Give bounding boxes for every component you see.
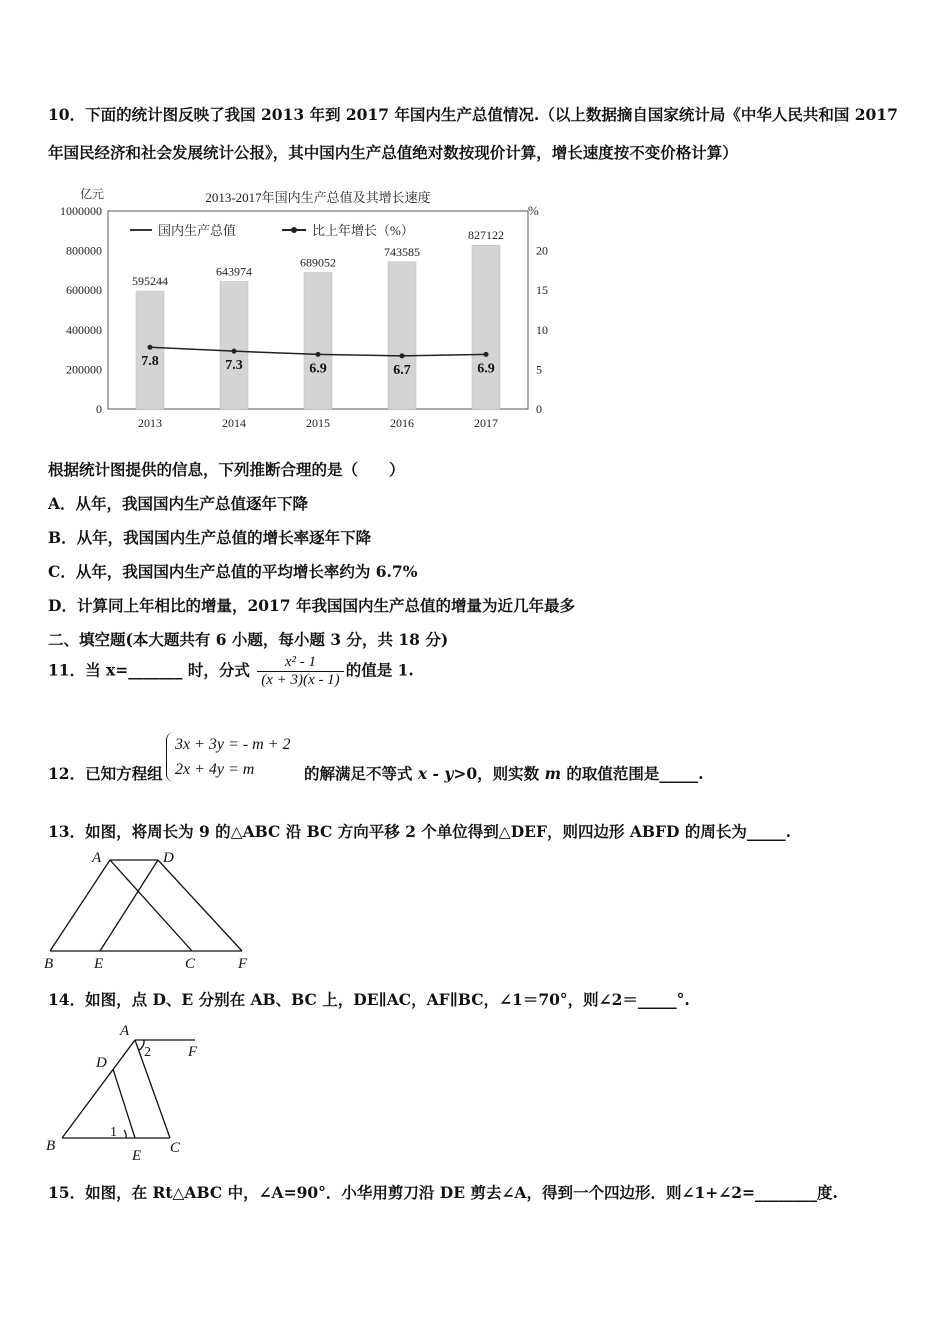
q12-text-c: 的取值范围是	[560, 764, 660, 783]
right-tick-5: 5	[536, 362, 542, 377]
x-tick-2015: 2015	[306, 416, 330, 430]
rate-point-2017	[484, 352, 489, 357]
left-tick-800000: 800000	[66, 243, 102, 258]
rate-label-2014: 7.3	[225, 358, 243, 374]
q10-option-a: A．从年，我国国内生产总值逐年下降	[48, 494, 309, 513]
q13-blank: _____	[746, 822, 786, 841]
q12-eq1: 3x + 3y = - m + 2	[175, 736, 291, 753]
bar-label-2014: 643974	[216, 264, 252, 279]
rate-label-2017: 6.9	[477, 361, 495, 377]
q14-label-f: F	[188, 1044, 198, 1060]
q11-fraction	[257, 654, 343, 689]
bar-label-2015: 689052	[300, 255, 336, 270]
chart-ylabel-right: %	[528, 203, 539, 218]
legend-line-marker	[291, 227, 297, 233]
q14-figure	[40, 1018, 220, 1168]
legend-bar-label: 国内生产总值	[158, 223, 237, 238]
q15-body: 15．如图，在 Rt△ABC 中，∠A=90°．小华用剪刀沿 DE 剪去∠A，得到一个四边形．则∠1+∠2=	[48, 1183, 755, 1202]
q15-end: 度.	[816, 1183, 838, 1202]
section-2-heading: 二、填空题(本大题共有 6 小题，每小题 3 分，共 18 分)	[48, 630, 449, 649]
q14-end: °.	[676, 990, 690, 1009]
q15-blank: ________	[754, 1183, 817, 1202]
q12-rest	[304, 762, 704, 784]
q13-label-d: D	[163, 850, 174, 866]
x-tick-2016: 2016	[390, 416, 414, 430]
q14-label-e: E	[132, 1148, 142, 1164]
bar-label-2016: 743585	[384, 244, 420, 259]
q15-text	[48, 1181, 838, 1203]
q12-blank: _____	[659, 764, 699, 783]
right-tick-10: 10	[536, 322, 548, 337]
q13-text	[48, 820, 791, 842]
q11-prefix: 11．当 x=	[48, 660, 129, 680]
q12-eq2: 2x + 4y = m	[175, 761, 255, 778]
x-tick-2017: 2017	[474, 416, 498, 430]
rate-point-2016	[400, 353, 405, 358]
chart-ylabel-left: 亿元	[80, 187, 105, 201]
right-tick-20: 20	[536, 243, 548, 258]
bar-2017	[472, 245, 500, 409]
q13-label-b: B	[44, 956, 54, 972]
bar-label-2013: 595244	[132, 274, 168, 289]
q10-option-c: C．从年，我国国内生产总值的平均增长率约为 6.7%	[48, 562, 418, 581]
bar-2014	[220, 281, 248, 409]
left-tick-200000: 200000	[66, 362, 102, 377]
q12-text-b: >0，则实数	[453, 764, 545, 783]
q11-suffix: 的值是 1.	[345, 660, 414, 680]
left-tick-0: 0	[96, 402, 102, 416]
chart-title: 2013-2017年国内生产总值及其增长速度	[205, 190, 431, 205]
q14-blank: _____	[637, 990, 677, 1009]
q13-label-e: E	[94, 956, 104, 972]
left-tick-400000: 400000	[66, 322, 102, 337]
rate-point-2014	[232, 349, 237, 354]
x-tick-2013: 2013	[138, 416, 162, 430]
q10-option-b: B．从年，我国国内生产总值的增长率逐年下降	[48, 528, 372, 547]
rate-label-2015: 6.9	[309, 361, 327, 377]
q10-option-d: D．计算同上年相比的增量，2017 年我国国内生产总值的增量为近几年最多	[48, 596, 575, 615]
q11-numerator: x² - 1	[284, 654, 317, 670]
q11-blank: _______	[128, 660, 183, 680]
q13-end: .	[785, 822, 792, 841]
bar-2016	[388, 262, 416, 409]
q13-label-c: C	[185, 956, 196, 972]
q14-angle-2: 2	[144, 1045, 151, 1060]
q12-inequality: x - y	[417, 764, 454, 783]
rate-label-2016: 6.7	[393, 362, 411, 378]
q10-question: 根据统计图提供的信息，下列推断合理的是（ ）	[48, 460, 405, 479]
rate-point-2015	[316, 352, 321, 357]
q10-line2: 年国民经济和社会发展统计公报》，其中国内生产总值绝对数按现价计算，增长速度按不变价格计算）	[48, 143, 738, 162]
q13-figure	[40, 848, 255, 976]
gdp-chart	[60, 180, 560, 442]
bar-2015	[304, 273, 332, 409]
q14-body: 14．如图，点 D、E 分别在 AB、BC 上，DE∥AC，AF∥BC，∠1＝70°，则∠2＝	[48, 990, 638, 1009]
q13-body: 13．如图，将周长为 9 的△ABC 沿 BC 方向平移 2 个单位得到△DEF，则四边形 ABFD 的周长为	[48, 822, 747, 841]
left-tick-600000: 600000	[66, 283, 102, 298]
q11-denominator: (x + 3)(x - 1)	[257, 671, 343, 689]
q10-line1: 10．下面的统计图反映了我国 2013 年到 2017 年国内生产总值情况.（以上数据摘自国家统计局《中华人民共和国 2017	[48, 105, 898, 124]
q12-equation-system	[166, 732, 290, 782]
x-tick-2014: 2014	[222, 416, 246, 430]
q13-label-f: F	[238, 956, 248, 972]
rate-label-2013: 7.8	[141, 354, 159, 370]
legend-line-label: 比上年增长（%）	[312, 223, 414, 238]
q12-text-a: 的解满足不等式	[304, 764, 418, 783]
q11-mid: 时，分式	[182, 660, 250, 680]
q12-prefix: 12．已知方程组	[48, 764, 163, 783]
bar-2013	[136, 291, 164, 409]
q14-label-c: C	[170, 1140, 181, 1156]
bar-label-2017: 827122	[468, 228, 504, 243]
q14-text	[48, 988, 690, 1010]
left-tick-1000000: 1000000	[60, 204, 102, 218]
right-tick-15: 15	[536, 283, 548, 298]
q14-label-b: B	[46, 1138, 56, 1154]
right-tick-0: 0	[536, 402, 542, 416]
q12-end: .	[698, 764, 704, 783]
q13-label-a: A	[92, 850, 102, 866]
q12-var: m	[544, 764, 561, 783]
q14-label-a: A	[120, 1023, 130, 1039]
q11	[48, 654, 414, 689]
q14-angle-1: 1	[110, 1125, 117, 1140]
q14-label-d: D	[96, 1055, 107, 1071]
rate-point-2013	[148, 345, 153, 350]
